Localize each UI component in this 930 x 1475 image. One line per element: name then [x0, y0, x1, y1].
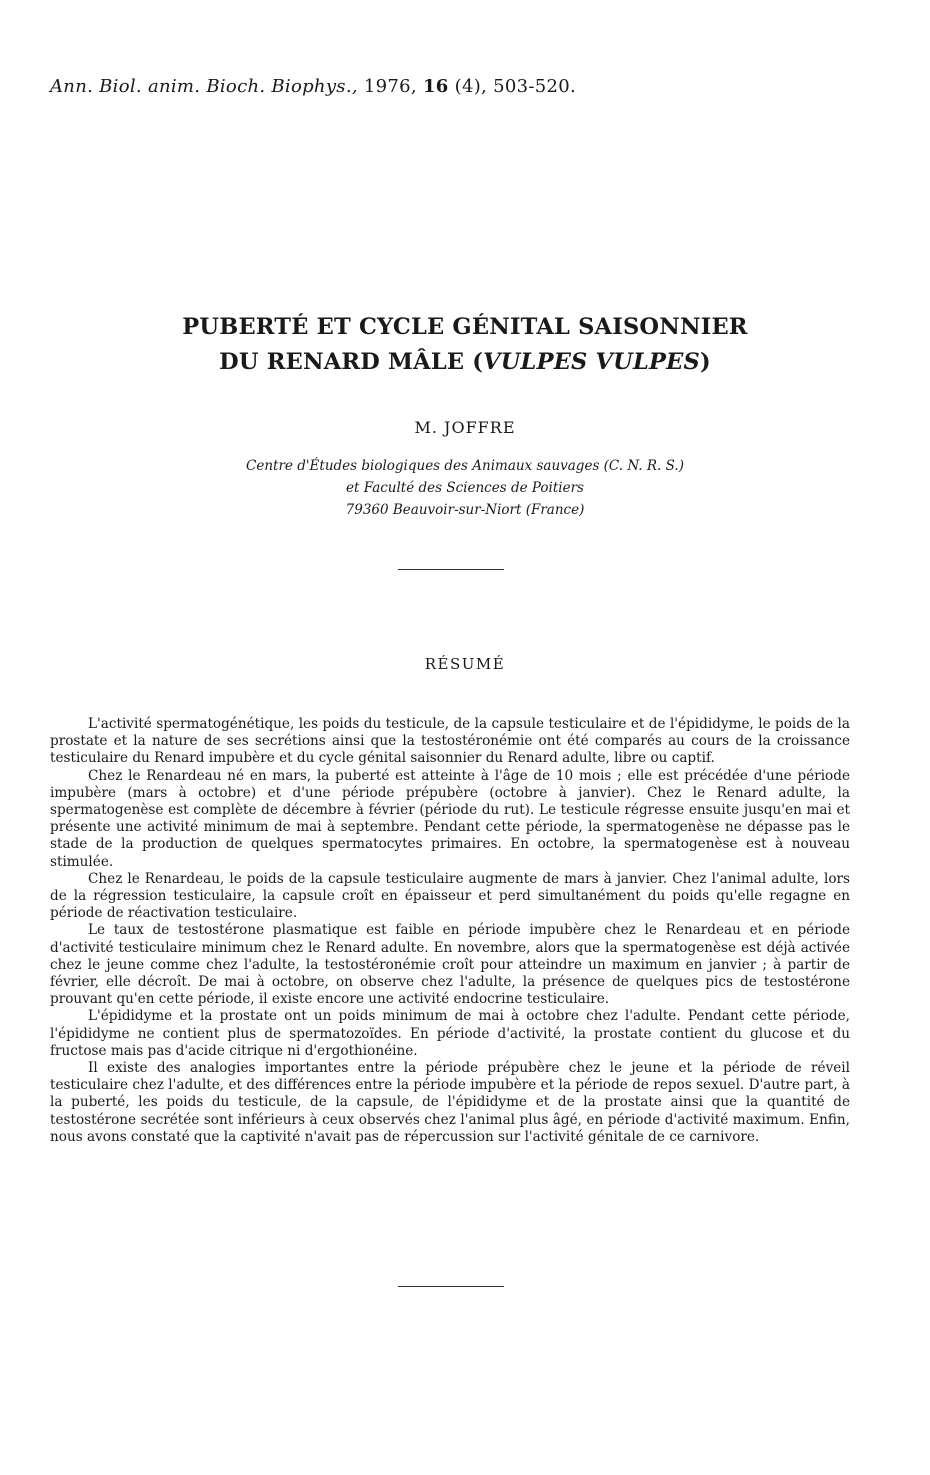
title-line-1: PUBERTÉ ET CYCLE GÉNITAL SAISONNIER: [182, 314, 748, 340]
postal-code: 79360: [345, 502, 389, 518]
citation-year: 1976,: [363, 76, 417, 97]
journal-name: Ann. Biol. anim. Bioch. Biophys.,: [50, 76, 358, 97]
species-name: VULPES VULPES: [483, 349, 700, 375]
title-line-2-prefix: DU RENARD MÂLE (: [219, 349, 484, 375]
title-line-2-suffix: ): [699, 349, 711, 375]
title-line-2: [0, 345, 930, 380]
resume-body: [50, 716, 850, 1146]
affiliation-city: Beauvoir-sur-Niort (France): [392, 502, 585, 518]
resume-paragraph: Le taux de testostérone plasmatique est faible en période impubère chez le Renardeau et en période d'activité testiculaire minimum chez le Renard adulte. En novembre, alors que la spermatogenèse est déjà activée chez le jeune comme chez l'adulte, la testostéronémie croît pour atteindre un maximum en janvier ; à partir de février, elle décroît. De mai à octobre, on observe chez l'adulte, la présence de quelques pics de testostérone prouvant qu'en cette période, il existe encore une activité endocrine testiculaire.: [50, 922, 850, 1008]
affiliation-line-2: et Faculté des Sciences de Poitiers: [346, 480, 584, 496]
resume-paragraph: L'épididyme et la prostate ont un poids minimum de mai à octobre chez l'adulte. Pendant cette période, l'épididyme ne contient plus de spermatozoïdes. En période d'activité, la prostate contient du glucose et du fructose mais pas d'acide citrique ni d'ergothionéine.: [50, 1008, 850, 1059]
resume-paragraph: Chez le Renardeau né en mars, la puberté est atteinte à l'âge de 10 mois ; elle est précédée d'une période impubère (mars à octobre) et d'une période prépubère (octobre à janvier). Chez le Renard adulte, la spermatogenèse est complète de décembre à février (période du rut). Le testicule régresse ensuite jusqu'en mai et présente une activité minimum de mai à septembre. Pendant cette période, la spermatogenèse ne dépasse pas le stade de la production de quelques spermatocytes primaires. En octobre, la spermatogenèse est à nouveau stimulée.: [50, 767, 850, 870]
affiliation-line-3: [0, 499, 930, 521]
resume-heading: RÉSUMÉ: [424, 655, 506, 673]
affiliation-line-1: Centre d'Études biologiques des Animaux sauvages (C. N. R. S.): [246, 458, 684, 474]
resume-paragraph: Il existe des analogies importantes entre la période prépubère chez le jeune et la période de réveil testiculaire chez l'adulte, et des différences entre la période impubère et la période de repos sexuel. D'autre part, à la puberté, les poids du testicule, de la capsule, de l'épididyme et de la prostate ainsi que la quantité de testostérone secrétée sont inférieurs à ceux observés chez l'animal plus âgé, en période d'activité maximum. Enfin, nous avons constaté que la captivité n'avait pas de répercussion sur l'activité génitale de ce carnivore.: [50, 1060, 850, 1145]
separator-rule-top: [398, 569, 504, 570]
citation-volume: 16: [422, 76, 449, 97]
affiliation: [0, 455, 930, 521]
paper-title: [0, 310, 930, 380]
resume-paragraph: Chez le Renardeau, le poids de la capsule testiculaire augmente de mars à janvier. Chez l'animal adulte, lors de la régression testiculaire, la capsule croît en épaisseur et perd simultanément du poids qu'elle regagne en période de réactivation testiculaire.: [50, 870, 850, 922]
author-name: M. JOFFRE: [414, 418, 516, 437]
separator-rule-bottom: [398, 1286, 504, 1287]
citation-issue-pages: (4), 503-520.: [454, 76, 577, 97]
resume-paragraph: L'activité spermatogénétique, les poids du testicule, de la capsule testiculaire et de l'épididyme, le poids de la prostate et la nature de ses secrétions ainsi que la testostéronémie ont été comparés au cours de la croissance testiculaire du Renard impubère et du cycle génital saisonnier du Renard adulte, libre ou captif.: [50, 716, 850, 767]
journal-citation: [50, 76, 576, 97]
